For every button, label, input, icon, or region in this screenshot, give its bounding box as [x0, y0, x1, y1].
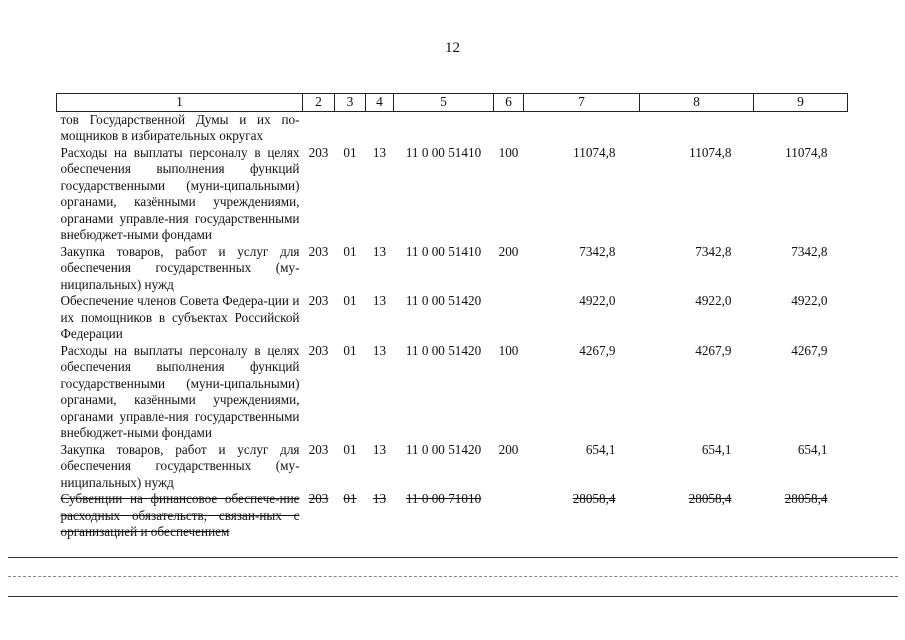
- amount-col9: 7342,8: [791, 243, 828, 259]
- code-ministry: 203: [308, 491, 329, 506]
- amount-col7: 4922,0: [579, 293, 616, 308]
- column-header: 6: [494, 94, 524, 112]
- code-expense-type: [494, 293, 524, 343]
- amount-col7: 28058,4: [572, 491, 616, 506]
- code-target-article: 11 0 00 51410: [405, 144, 482, 160]
- code-expense-type: [494, 111, 524, 145]
- amount-col8: 11074,8: [689, 144, 732, 160]
- amount-col8: [640, 111, 754, 145]
- amount-col9: 11074,8: [785, 144, 828, 160]
- table-row: [57, 343, 848, 442]
- code-expense-type: 100: [498, 144, 519, 160]
- amount-col9: [754, 111, 848, 145]
- budget-table: [56, 93, 848, 541]
- amount-col8: 4267,9: [695, 342, 732, 358]
- code-section: 01: [343, 491, 357, 506]
- table-row: [57, 491, 848, 541]
- code-target-article: 11 0 00 51420: [405, 342, 482, 358]
- row-description: тов Государственной Думы и их по-мощников в избирательных округах: [60, 111, 300, 143]
- column-header: 2: [303, 94, 335, 112]
- code-section: 01: [343, 441, 357, 457]
- code-subsection: 13: [372, 243, 387, 259]
- code-ministry: 203: [308, 342, 329, 358]
- table-row: [57, 442, 848, 492]
- amount-col7: [524, 111, 640, 145]
- code-target-article: 11 0 00 51410: [405, 243, 482, 259]
- amount-col8: 28058,4: [688, 491, 732, 506]
- column-header: 7: [524, 94, 640, 112]
- code-target-article: 11 0 00 51420: [405, 293, 482, 308]
- code-ministry: [303, 111, 335, 145]
- table-row: [57, 244, 848, 294]
- row-description: Расходы на выплаты персоналу в целях обеспечения выполнения функций государственными (муни-ципальными) органами, казёнными учреждениями, органами управле-ния государственными внебюджет-ными фондами: [60, 144, 300, 242]
- amount-col8: 7342,8: [695, 243, 732, 259]
- code-section: 01: [343, 243, 357, 259]
- code-ministry: 203: [308, 441, 329, 457]
- row-description: Обеспечение членов Совета Федера-ции и их помощников в субъектах Российской Федерации: [60, 293, 300, 341]
- code-section: 01: [343, 144, 357, 160]
- row-description: Расходы на выплаты персоналу в целях обеспечения выполнения функций государственными (муни-ципальными) органами, казёнными учреждениями, органами управле-ния государственными внебюджет-ными фондами: [60, 342, 300, 440]
- column-header: 9: [754, 94, 848, 112]
- column-header: 8: [640, 94, 754, 112]
- amount-col7: 4267,9: [579, 342, 616, 358]
- code-target-article: 11 0 00 71010: [405, 491, 482, 506]
- amount-col9: 28058,4: [784, 491, 828, 506]
- bottom-dashed-rule: [8, 576, 898, 578]
- column-header: 4: [366, 94, 394, 112]
- code-expense-type: 100: [498, 342, 519, 358]
- code-subsection: 13: [372, 293, 387, 308]
- page-number: 12: [445, 40, 460, 56]
- code-expense-type: 200: [498, 243, 519, 259]
- code-target-article: 11 0 00 51420: [405, 441, 482, 457]
- code-target-article: [394, 111, 494, 145]
- code-subsection: 13: [372, 342, 387, 358]
- column-header: 3: [335, 94, 366, 112]
- code-subsection: 13: [372, 491, 387, 506]
- table-row: [57, 111, 848, 145]
- table-row: [57, 293, 848, 343]
- amount-col8: 4922,0: [695, 293, 732, 308]
- table-row: [57, 145, 848, 244]
- table-header-row: [57, 94, 848, 112]
- bottom-rule: [8, 596, 898, 597]
- code-expense-type: [494, 491, 524, 541]
- column-header: 5: [394, 94, 494, 112]
- code-section: 01: [343, 293, 357, 308]
- code-ministry: 203: [308, 243, 329, 259]
- code-section: 01: [343, 342, 357, 358]
- amount-col7: 654,1: [585, 441, 616, 457]
- amount-col9: 4922,0: [791, 293, 828, 308]
- code-subsection: [366, 111, 394, 145]
- bottom-rule: [8, 557, 898, 558]
- amount-col7: 7342,8: [579, 243, 616, 259]
- column-header: 1: [57, 94, 303, 112]
- code-expense-type: 200: [498, 441, 519, 457]
- code-subsection: 13: [372, 144, 387, 160]
- code-ministry: 203: [308, 144, 329, 160]
- row-description: Субвенции на финансовое обеспече-ние расходных обязательств, связан-ных с организацией и обеспечением: [60, 491, 300, 539]
- amount-col9: 4267,9: [791, 342, 828, 358]
- amount-col8: 654,1: [701, 441, 732, 457]
- code-ministry: 203: [308, 293, 329, 308]
- amount-col9: 654,1: [797, 441, 828, 457]
- row-description: Закупка товаров, работ и услуг для обеспечения государственных (му-ниципальных) нужд: [60, 243, 300, 292]
- code-subsection: 13: [372, 441, 387, 457]
- row-description: Закупка товаров, работ и услуг для обеспечения государственных (му-ниципальных) нужд: [60, 441, 300, 490]
- amount-col7: 11074,8: [573, 144, 616, 160]
- code-section: [335, 111, 366, 145]
